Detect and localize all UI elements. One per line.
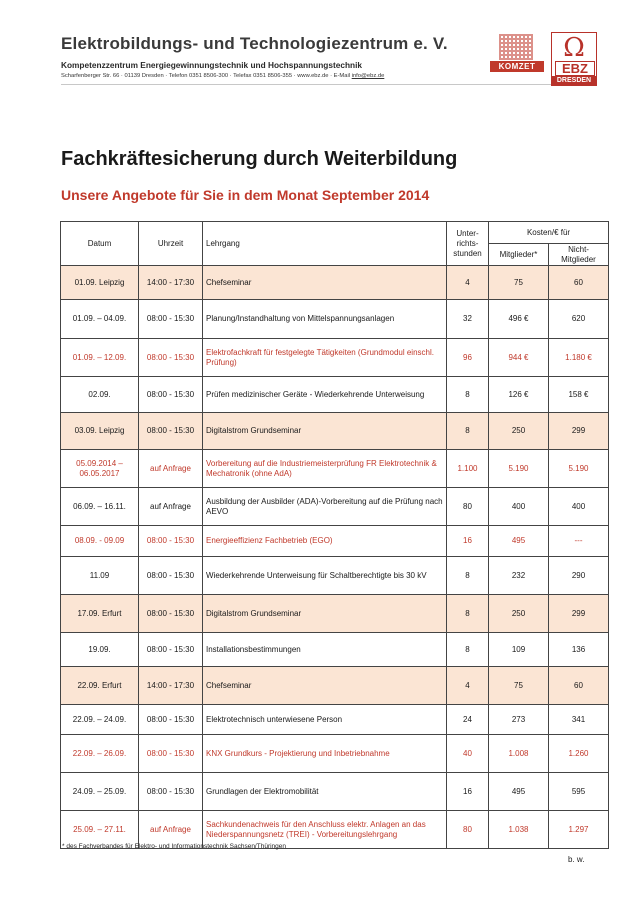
cell-mitglieder: 126 € [489, 377, 549, 413]
cell-datum: 24.09. – 25.09. [61, 773, 139, 811]
cell-datum: 01.09. – 04.09. [61, 300, 139, 339]
table-row [61, 450, 609, 488]
cell-lehrgang: Grundlagen der Elektromobilität [203, 773, 447, 811]
cell-uhrzeit: 08:00 - 15:30 [139, 773, 203, 811]
cell-datum: 08.09. - 09.09 [61, 526, 139, 557]
table-row [61, 705, 609, 735]
cell-stunden: 40 [447, 735, 489, 773]
ebz-logo-city: DRESDEN [552, 76, 596, 85]
cell-stunden: 16 [447, 526, 489, 557]
cell-uhrzeit: 08:00 - 15:30 [139, 300, 203, 339]
cell-uhrzeit: auf Anfrage [139, 450, 203, 488]
cell-nichtmitglieder: 299 [549, 413, 609, 450]
cell-nichtmitglieder: 620 [549, 300, 609, 339]
cell-lehrgang: Installationsbestimmungen [203, 633, 447, 667]
cell-nichtmitglieder: 299 [549, 595, 609, 633]
cell-uhrzeit: 08:00 - 15:30 [139, 633, 203, 667]
org-name: Elektrobildungs- und Technologiezentrum e. V. [61, 34, 448, 53]
header-divider [61, 84, 581, 85]
cell-uhrzeit: auf Anfrage [139, 488, 203, 526]
cell-nichtmitglieder: 290 [549, 557, 609, 595]
cell-stunden: 4 [447, 266, 489, 300]
cell-mitglieder: 232 [489, 557, 549, 595]
cell-lehrgang: Digitalstrom Grundseminar [203, 413, 447, 450]
table-row [61, 377, 609, 413]
cell-mitglieder: 5.190 [489, 450, 549, 488]
cell-lehrgang: Sachkundenachweis für den Anschluss elektr. Anlagen an das Niederspannungsnetz (TREI) - Vorbereitungslehrgang [203, 811, 447, 849]
cell-mitglieder: 944 € [489, 339, 549, 377]
page-title: Fachkräftesicherung durch Weiterbildung [61, 148, 458, 170]
cell-mitglieder: 273 [489, 705, 549, 735]
cell-nichtmitglieder: --- [549, 526, 609, 557]
cell-datum: 17.09. Erfurt [61, 595, 139, 633]
cell-nichtmitglieder: 400 [549, 488, 609, 526]
email-link[interactable]: info@ebz.de [351, 73, 385, 79]
cell-stunden: 8 [447, 633, 489, 667]
cell-nichtmitglieder: 1.297 [549, 811, 609, 849]
cell-mitglieder: 1.038 [489, 811, 549, 849]
cell-datum: 01.09. Leipzig [61, 266, 139, 300]
cell-nichtmitglieder: 60 [549, 667, 609, 705]
cell-nichtmitglieder: 158 € [549, 377, 609, 413]
col-header-mitglieder: Mitglieder* [489, 244, 549, 266]
cell-datum: 22.09. – 26.09. [61, 735, 139, 773]
cell-nichtmitglieder: 1.180 € [549, 339, 609, 377]
cell-lehrgang: Planung/Instandhaltung von Mittelspannungsanlagen [203, 300, 447, 339]
cell-uhrzeit: 08:00 - 15:30 [139, 735, 203, 773]
cell-lehrgang: Elektrotechnisch unterwiesene Person [203, 705, 447, 735]
table-row [61, 488, 609, 526]
cell-datum: 06.09. – 16.11. [61, 488, 139, 526]
cell-stunden: 1.100 [447, 450, 489, 488]
cell-mitglieder: 495 [489, 773, 549, 811]
cell-nichtmitglieder: 60 [549, 266, 609, 300]
cell-datum: 02.09. [61, 377, 139, 413]
cell-mitglieder: 109 [489, 633, 549, 667]
letterhead [61, 34, 481, 79]
cell-nichtmitglieder: 5.190 [549, 450, 609, 488]
cell-datum: 22.09. Erfurt [61, 667, 139, 705]
cell-uhrzeit: 08:00 - 15:30 [139, 557, 203, 595]
komzet-label: KOMZET [490, 61, 544, 72]
col-header-uhrzeit: Uhrzeit [139, 222, 203, 266]
table-row [61, 595, 609, 633]
cell-uhrzeit: auf Anfrage [139, 811, 203, 849]
cell-stunden: 8 [447, 557, 489, 595]
cell-lehrgang: KNX Grundkurs - Projektierung und Inbetriebnahme [203, 735, 447, 773]
cell-mitglieder: 496 € [489, 300, 549, 339]
cell-stunden: 8 [447, 377, 489, 413]
cell-lehrgang: Chefseminar [203, 266, 447, 300]
cell-stunden: 32 [447, 300, 489, 339]
table-row [61, 266, 609, 300]
cell-lehrgang: Ausbildung der Ausbilder (ADA)-Vorbereitung auf die Prüfung nach AEVO [203, 488, 447, 526]
address-text: Scharfenberger Str. 66 · 01139 Dresden · Telefon 0351 8506-300 · Telefax 0351 8506-355 · www.ebz.de · E-Mail [61, 73, 352, 79]
table-row [61, 773, 609, 811]
ebz-logo [551, 32, 597, 86]
ebz-logo-text: EBZ [555, 61, 595, 76]
cell-lehrgang: Vorbereitung auf die Industriemeisterprüfung FR Elektrotechnik & Mechatronik (ohne AdA) [203, 450, 447, 488]
col-header-datum: Datum [61, 222, 139, 266]
cell-stunden: 8 [447, 413, 489, 450]
org-subtitle: Kompetenzzentrum Energiegewinnungstechnik und Hochspannungstechnik [61, 60, 363, 70]
course-table [60, 221, 609, 849]
cell-lehrgang: Chefseminar [203, 667, 447, 705]
omega-icon: Ω [563, 33, 585, 63]
col-header-lehrgang: Lehrgang [203, 222, 447, 266]
cell-mitglieder: 250 [489, 595, 549, 633]
cell-datum: 25.09. – 27.11. [61, 811, 139, 849]
footnote: * des Fachverbandes für Elektro- und Informationstechnik Sachsen/Thüringen [62, 843, 287, 850]
cell-uhrzeit: 08:00 - 15:30 [139, 339, 203, 377]
komzet-grid-icon [499, 34, 533, 60]
table-row [61, 339, 609, 377]
cell-mitglieder: 75 [489, 266, 549, 300]
cell-datum: 11.09 [61, 557, 139, 595]
cell-datum: 03.09. Leipzig [61, 413, 139, 450]
table-row [61, 526, 609, 557]
col-header-stunden: Unter-richts-stunden [447, 222, 489, 266]
cell-stunden: 4 [447, 667, 489, 705]
table-row [61, 667, 609, 705]
cell-uhrzeit: 08:00 - 15:30 [139, 705, 203, 735]
page-subtitle: Unsere Angebote für Sie in dem Monat September 2014 [61, 187, 430, 203]
cell-datum: 19.09. [61, 633, 139, 667]
table-row [61, 735, 609, 773]
table-row [61, 413, 609, 450]
cell-uhrzeit: 08:00 - 15:30 [139, 377, 203, 413]
cell-mitglieder: 495 [489, 526, 549, 557]
table-row [61, 633, 609, 667]
org-address [61, 73, 481, 79]
cell-mitglieder: 250 [489, 413, 549, 450]
table-row [61, 300, 609, 339]
cell-nichtmitglieder: 595 [549, 773, 609, 811]
cell-lehrgang: Elektrofachkraft für festgelegte Tätigkeiten (Grundmodul einschl. Prüfung) [203, 339, 447, 377]
page-turn-note: b. w. [568, 855, 585, 864]
cell-nichtmitglieder: 1.260 [549, 735, 609, 773]
cell-nichtmitglieder: 136 [549, 633, 609, 667]
cell-nichtmitglieder: 341 [549, 705, 609, 735]
cell-mitglieder: 1.008 [489, 735, 549, 773]
cell-stunden: 16 [447, 773, 489, 811]
cell-stunden: 24 [447, 705, 489, 735]
cell-uhrzeit: 08:00 - 15:30 [139, 413, 203, 450]
col-header-kosten: Kosten/€ für [489, 222, 609, 244]
cell-uhrzeit: 14:00 - 17:30 [139, 667, 203, 705]
cell-uhrzeit: 08:00 - 15:30 [139, 595, 203, 633]
cell-lehrgang: Wiederkehrende Unterweisung für Schaltberechtigte bis 30 kV [203, 557, 447, 595]
cell-lehrgang: Digitalstrom Grundseminar [203, 595, 447, 633]
table-row [61, 557, 609, 595]
col-header-nichtmitglieder: Nicht-Mitglieder [549, 244, 609, 266]
cell-datum: 05.09.2014 – 06.05.2017 [61, 450, 139, 488]
cell-datum: 01.09. – 12.09. [61, 339, 139, 377]
cell-stunden: 96 [447, 339, 489, 377]
cell-datum: 22.09. – 24.09. [61, 705, 139, 735]
cell-uhrzeit: 14:00 - 17:30 [139, 266, 203, 300]
cell-stunden: 80 [447, 488, 489, 526]
cell-stunden: 8 [447, 595, 489, 633]
cell-mitglieder: 75 [489, 667, 549, 705]
cell-stunden: 80 [447, 811, 489, 849]
cell-uhrzeit: 08:00 - 15:30 [139, 526, 203, 557]
cell-mitglieder: 400 [489, 488, 549, 526]
cell-lehrgang: Energieeffizienz Fachbetrieb (EGO) [203, 526, 447, 557]
komzet-logo [490, 32, 544, 82]
cell-lehrgang: Prüfen medizinischer Geräte - Wiederkehrende Unterweisung [203, 377, 447, 413]
